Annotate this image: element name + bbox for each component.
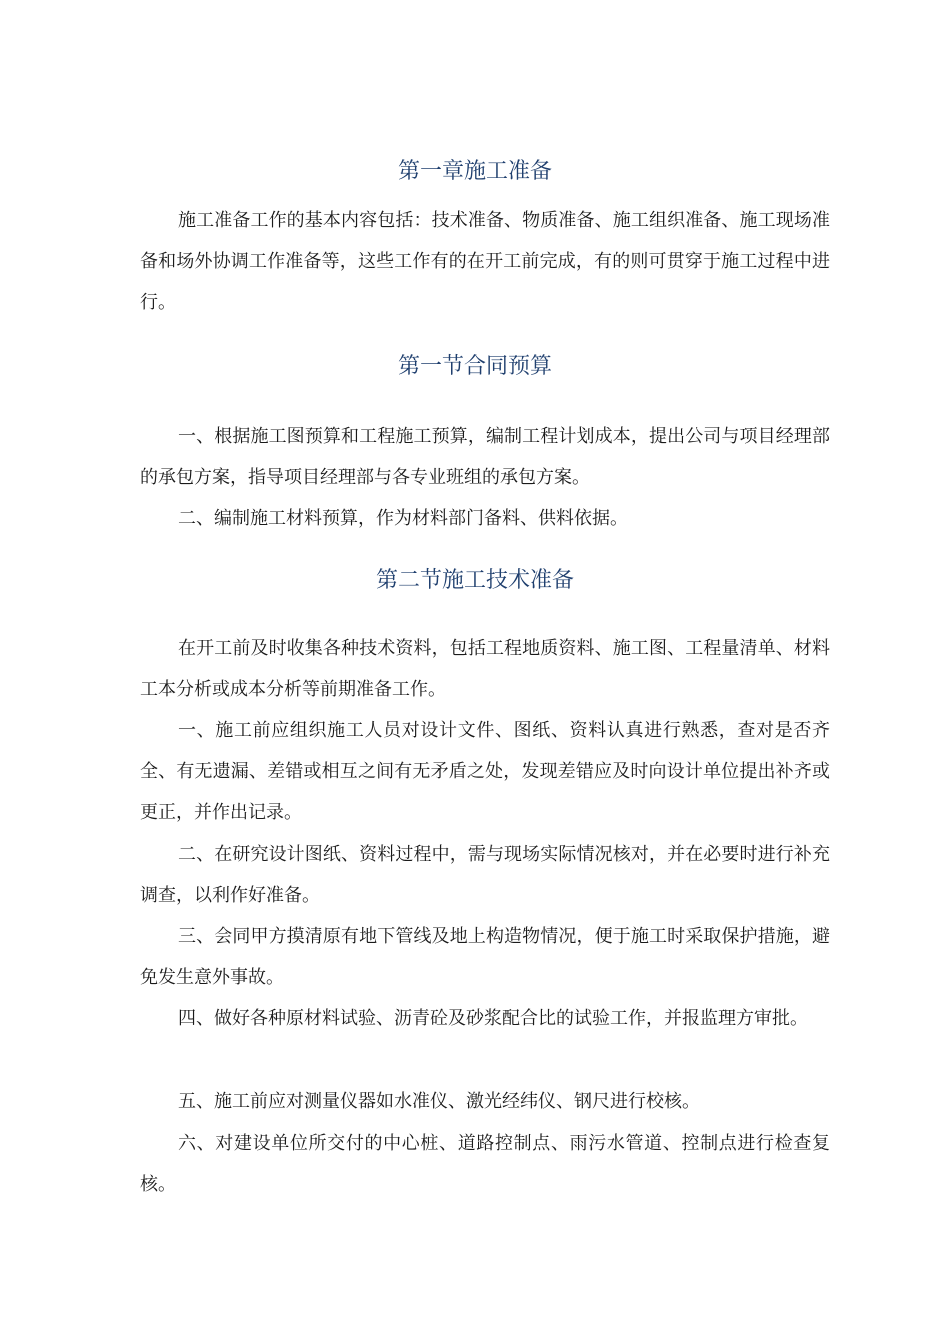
section2-paragraph-4: 三、会同甲方摸清原有地下管线及地上构造物情况，便于施工时采取保护措施，避免发生意外事故。 bbox=[140, 926, 830, 988]
section2-paragraph-2: 一、施工前应组织施工人员对设计文件、图纸、资料认真进行熟悉，查对是否齐全、有无遗漏、差错或相互之间有无矛盾之处，发现差错应及时向设计单位提出补齐或更正，并作出记录。 bbox=[140, 720, 830, 823]
chapter-intro-paragraph: 施工准备工作的基本内容包括：技术准备、物质准备、施工组织准备、施工现场准备和场外协调工作准备等，这些工作有的在开工前完成，有的则可贯穿于施工过程中进行。 bbox=[140, 210, 830, 313]
section2-paragraph-6: 五、施工前应对测量仪器如水准仪、激光经纬仪、钢尺进行校核。 bbox=[178, 1091, 700, 1112]
section2-paragraph-5: 四、做好各种原材料试验、沥青砼及砂浆配合比的试验工作，并报监理方审批。 bbox=[178, 1008, 808, 1029]
chapter-title: 第一章施工准备 bbox=[397, 159, 552, 184]
section2-paragraph-7: 六、对建设单位所交付的中心桩、道路控制点、雨污水管道、控制点进行检查复核。 bbox=[140, 1133, 830, 1195]
section1-title: 第一节合同预算 bbox=[397, 354, 552, 379]
section2-title: 第二节施工技术准备 bbox=[375, 568, 574, 593]
section1-paragraph-2: 二、编制施工材料预算，作为材料部门备料、供料依据。 bbox=[178, 508, 628, 529]
section2-paragraph-1: 在开工前及时收集各种技术资料，包括工程地质资料、施工图、工程量清单、材料工本分析或成本分析等前期准备工作。 bbox=[140, 638, 830, 700]
section1-paragraph-1: 一、根据施工图预算和工程施工预算，编制工程计划成本，提出公司与项目经理部的承包方案，指导项目经理部与各专业班组的承包方案。 bbox=[140, 426, 830, 488]
section2-paragraph-3: 二、在研究设计图纸、资料过程中，需与现场实际情况核对，并在必要时进行补充调查，以利作好准备。 bbox=[140, 844, 830, 906]
